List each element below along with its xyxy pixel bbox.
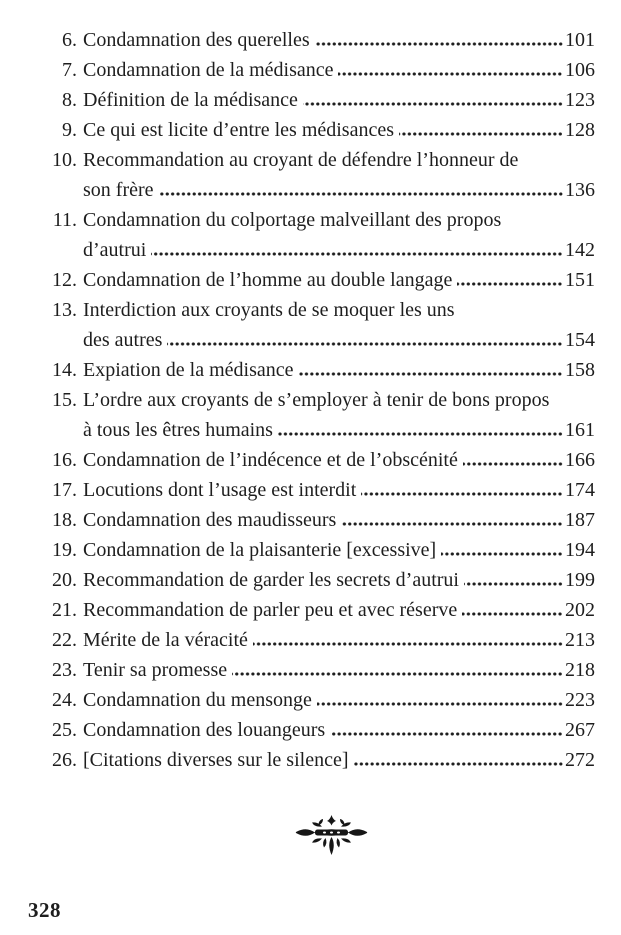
entry-title: Expiation de la médisance: [83, 359, 294, 381]
toc-entry-line: [45, 565, 595, 595]
leader-dots: [464, 582, 563, 586]
toc-entry-line: [45, 85, 595, 115]
entry-number: 8.: [62, 89, 77, 111]
entry-number: 14.: [52, 359, 77, 381]
entry-number: 24.: [52, 689, 77, 711]
entry-title: Condamnation de la plaisanterie [excessive]: [83, 539, 437, 561]
toc-entry-line-continuation: [83, 325, 595, 355]
entry-page-number: 223: [565, 689, 595, 711]
entry-page-number: 199: [565, 569, 595, 591]
leader-dots: [463, 462, 563, 466]
entry-page-number: 202: [565, 599, 595, 621]
leader-dots: [341, 522, 563, 526]
entry-title-continuation: son frère: [83, 179, 154, 201]
toc-entry: [45, 295, 595, 355]
entry-title: Condamnation du colportage malveillant des propos: [83, 209, 502, 231]
toc-entry-line: [45, 595, 595, 625]
entry-title: Recommandation de parler peu et avec réserve: [83, 599, 458, 621]
entry-page-number: 161: [565, 419, 595, 441]
toc-entry: [45, 85, 595, 115]
entry-page-number: 106: [565, 59, 595, 81]
entry-number: 19.: [52, 539, 77, 561]
toc-entry-line: [45, 655, 595, 685]
toc-entry-line: [45, 355, 595, 385]
leader-dots: [253, 642, 563, 646]
entry-title: Condamnation des querelles: [83, 29, 310, 51]
toc-entry-line: [45, 385, 595, 415]
toc-entry: [45, 475, 595, 505]
entry-number: 10.: [52, 149, 77, 171]
entry-page-number: 166: [565, 449, 595, 471]
entry-title: Ce qui est licite d’entre les médisances: [83, 119, 395, 141]
entry-title: Interdiction aux croyants de se moquer les uns: [83, 299, 455, 321]
entry-title: Condamnation du mensonge: [83, 689, 312, 711]
toc-entry-line: [45, 685, 595, 715]
entry-number: 12.: [52, 269, 77, 291]
toc-entry: [45, 445, 595, 475]
entry-title: L’ordre aux croyants de s’employer à tenir de bons propos: [83, 389, 550, 411]
toc-entry: [45, 115, 595, 145]
toc-entry-line: [45, 115, 595, 145]
entry-number: 13.: [52, 299, 77, 321]
entry-title-continuation: à tous les êtres humains: [83, 419, 273, 441]
entry-title: Condamnation des louangeurs: [83, 719, 326, 741]
toc-entry-line: [45, 265, 595, 295]
entry-number: 20.: [52, 569, 77, 591]
toc-entry-line: [45, 475, 595, 505]
toc-entry: [45, 715, 595, 745]
entry-number: 26.: [52, 749, 77, 771]
entry-page-number: 158: [565, 359, 595, 381]
entry-number: 17.: [52, 479, 77, 501]
toc-entry-line: [45, 745, 595, 775]
entry-title: Mérite de la véracité: [83, 629, 248, 651]
toc-entry: [45, 385, 595, 445]
entry-number: 21.: [52, 599, 77, 621]
toc-entry-line: [45, 25, 595, 55]
toc-entry: [45, 625, 595, 655]
page-number: 328: [28, 898, 61, 922]
entry-number: 11.: [52, 209, 77, 231]
toc-entry-line: [45, 715, 595, 745]
entry-page-number: 101: [565, 29, 595, 51]
leader-dots: [159, 192, 563, 196]
toc-entry: [45, 565, 595, 595]
toc-entry: [45, 655, 595, 685]
leader-dots: [441, 552, 563, 556]
entry-page-number: 128: [565, 119, 595, 141]
toc-entry: [45, 505, 595, 535]
fleuron-ornament-icon: [294, 813, 369, 864]
toc-entry: [45, 595, 595, 625]
leader-dots: [462, 612, 563, 616]
leader-dots: [298, 372, 563, 376]
leader-dots: [167, 342, 563, 346]
entry-page-number: 123: [565, 89, 595, 111]
toc-entry: [45, 265, 595, 295]
entry-number: 6.: [62, 29, 77, 51]
entry-number: 23.: [52, 659, 77, 681]
leader-dots: [315, 42, 563, 46]
leader-dots: [317, 702, 563, 706]
entry-page-number: 267: [565, 719, 595, 741]
entry-title-continuation: des autres: [83, 329, 163, 351]
ornament-container: [21, 813, 621, 864]
entry-title: Définition de la médisance: [83, 89, 298, 111]
leader-dots: [303, 102, 563, 106]
toc-entry-line: [45, 205, 595, 235]
toc-entry-line: [45, 145, 595, 175]
leader-dots: [354, 762, 564, 766]
entry-title: Recommandation au croyant de défendre l’honneur de: [83, 149, 519, 171]
leader-dots: [338, 72, 563, 76]
entry-number: 7.: [62, 59, 77, 81]
toc-entry: [45, 685, 595, 715]
entry-page-number: 174: [565, 479, 595, 501]
toc-entry: [45, 145, 595, 205]
entry-number: 15.: [52, 389, 77, 411]
entry-page-number: 154: [565, 329, 595, 351]
leader-dots: [399, 132, 563, 136]
entry-title: Condamnation de la médisance: [83, 59, 334, 81]
toc-entry: [45, 25, 595, 55]
entry-page-number: 218: [565, 659, 595, 681]
toc-entry-line: [45, 55, 595, 85]
toc-entry-line: [45, 625, 595, 655]
entry-page-number: 272: [565, 749, 595, 771]
entry-title: Condamnation des maudisseurs: [83, 509, 337, 531]
leader-dots: [361, 492, 563, 496]
toc-entry-line-continuation: [83, 235, 595, 265]
toc-entry-line: [45, 445, 595, 475]
entry-number: 25.: [52, 719, 77, 741]
entry-title: [Citations diverses sur le silence]: [83, 749, 349, 771]
leader-dots: [457, 282, 563, 286]
toc-entry-line-continuation: [83, 415, 595, 445]
entry-page-number: 136: [565, 179, 595, 201]
entry-number: 9.: [62, 119, 77, 141]
entry-page-number: 142: [565, 239, 595, 261]
toc-entry: [45, 55, 595, 85]
leader-dots: [330, 732, 563, 736]
toc-entry: [45, 205, 595, 265]
entry-page-number: 187: [565, 509, 595, 531]
entry-title: Locutions dont l’usage est interdit: [83, 479, 357, 501]
toc-entry: [45, 535, 595, 565]
toc-entry: [45, 745, 595, 775]
toc-entry: [45, 355, 595, 385]
leader-dots: [151, 252, 563, 256]
entry-page-number: 194: [565, 539, 595, 561]
entry-title: Condamnation de l’homme au double langage: [83, 269, 453, 291]
entry-number: 22.: [52, 629, 77, 651]
leader-dots: [278, 432, 563, 436]
entry-page-number: 151: [565, 269, 595, 291]
entry-title-continuation: d’autrui: [83, 239, 147, 261]
toc-entry-line: [45, 535, 595, 565]
entry-title: Recommandation de garder les secrets d’autrui: [83, 569, 459, 591]
toc-entry-line: [45, 295, 595, 325]
leader-dots: [232, 672, 563, 676]
entry-title: Tenir sa promesse: [83, 659, 228, 681]
toc-entry-line-continuation: [83, 175, 595, 205]
entry-page-number: 213: [565, 629, 595, 651]
entry-number: 16.: [52, 449, 77, 471]
entry-title: Condamnation de l’indécence et de l’obscénité: [83, 449, 458, 471]
entry-number: 18.: [52, 509, 77, 531]
toc-entry-line: [45, 505, 595, 535]
